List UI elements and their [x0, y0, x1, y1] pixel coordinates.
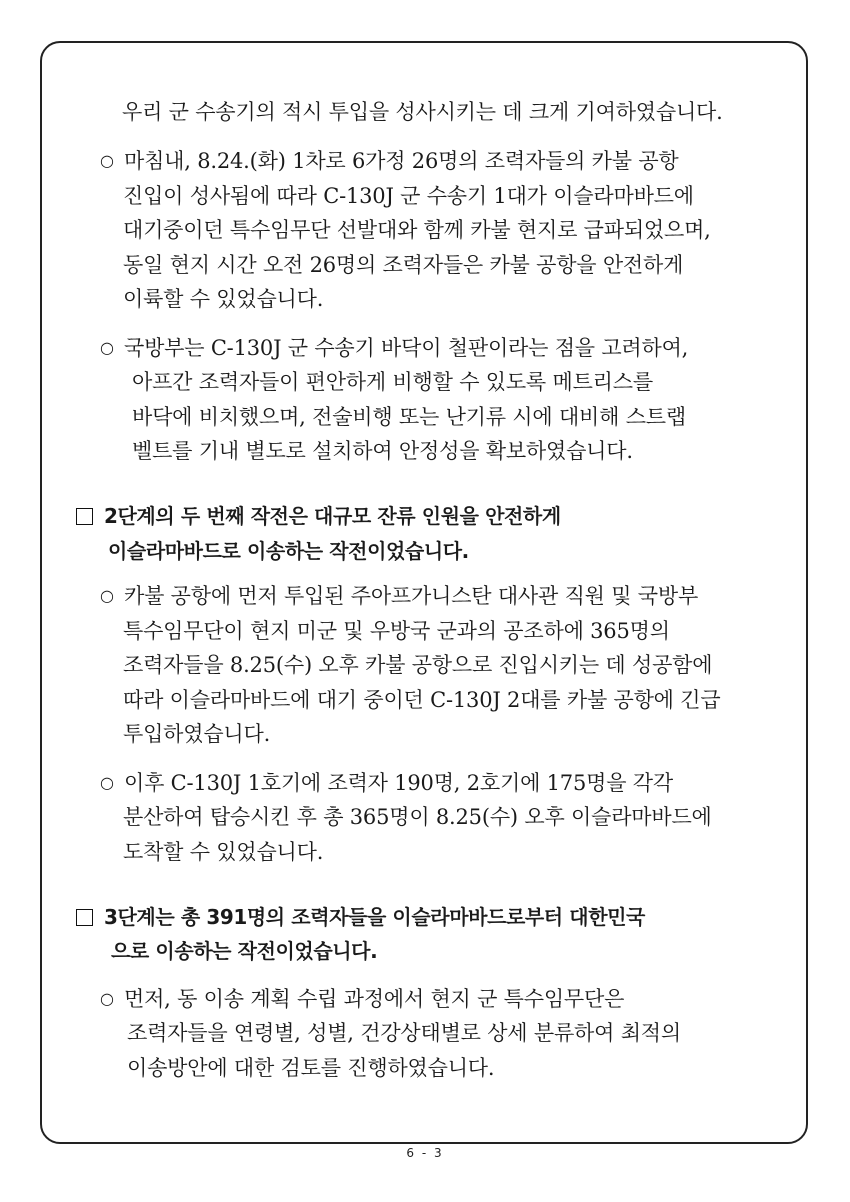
text-line: 마침내, 8.24.(화) 1차로 6가정 26명의 조력자들의 카불 공항: [124, 149, 679, 173]
section-heading: 3단계는 총 391명의 조력자들을 이슬라마바드로부터 대한민국: [104, 905, 645, 929]
square-bullet-icon: [76, 508, 93, 525]
circle-bullet-icon: ○: [100, 151, 114, 170]
text-line: 조력자들을 연령별, 성별, 건강상태별로 상세 분류하여 최적의: [127, 1021, 681, 1045]
text-line: 조력자들을 8.25(수) 오후 카불 공항으로 진입시키는 데 성공함에: [123, 653, 713, 677]
circle-bullet-icon: ○: [100, 338, 114, 357]
text-line: 진입이 성사됨에 따라 C-130J 군 수송기 1대가 이슬라마바드에: [123, 184, 694, 208]
text-line: 도착할 수 있었습니다.: [123, 840, 324, 864]
text-line: 벨트를 기내 별도로 설치하여 안정성을 확보하였습니다.: [132, 439, 633, 463]
circle-bullet-icon: ○: [100, 989, 114, 1008]
text-line: 국방부는 C-130J 군 수송기 바닥이 철판이라는 점을 고려하여,: [124, 336, 689, 360]
text-line: 먼저, 동 이송 계획 수립 과정에서 현지 군 특수임무단은: [124, 987, 625, 1011]
text-line: 바닥에 비치했으며, 전술비행 또는 난기류 시에 대비해 스트랩: [132, 405, 686, 429]
section-heading: 이슬라마바드로 이송하는 작전이었습니다.: [108, 539, 469, 563]
circle-bullet-icon: ○: [100, 773, 114, 792]
text-line: 동일 현지 시간 오전 26명의 조력자들은 카불 공항을 안전하게: [123, 253, 684, 277]
text-line: 특수임무단이 현지 미군 및 우방국 군과의 공조하에 365명의: [123, 619, 670, 643]
page-number: 6 - 3: [406, 1146, 444, 1160]
text-line: 카불 공항에 먼저 투입된 주아프가니스탄 대사관 직원 및 국방부: [124, 584, 699, 608]
text-line: 따라 이슬라마바드에 대기 중이던 C-130J 2대를 카불 공항에 긴급: [123, 688, 721, 712]
text-line: 투입하였습니다.: [123, 722, 271, 746]
text-line: 이송방안에 대한 검토를 진행하였습니다.: [127, 1056, 495, 1080]
circle-bullet-icon: ○: [100, 586, 114, 605]
text-line: 우리 군 수송기의 적시 투입을 성사시키는 데 크게 기여하였습니다.: [122, 100, 723, 124]
text-line: 이륙할 수 있었습니다.: [123, 287, 324, 311]
square-bullet-icon: [76, 909, 93, 926]
text-line: 분산하여 탑승시킨 후 총 365명이 8.25(수) 오후 이슬라마바드에: [123, 805, 712, 829]
text-line: 아프간 조력자들이 편안하게 비행할 수 있도록 메트리스를: [132, 370, 653, 394]
section-heading: 으로 이송하는 작전이었습니다.: [111, 939, 378, 963]
text-line: 이후 C-130J 1호기에 조력자 190명, 2호기에 175명을 각각: [124, 771, 673, 795]
section-heading: 2단계의 두 번째 작전은 대규모 잔류 인원을 안전하게: [104, 504, 561, 528]
text-line: 대기중이던 특수임무단 선발대와 함께 카불 현지로 급파되었으며,: [123, 218, 711, 242]
